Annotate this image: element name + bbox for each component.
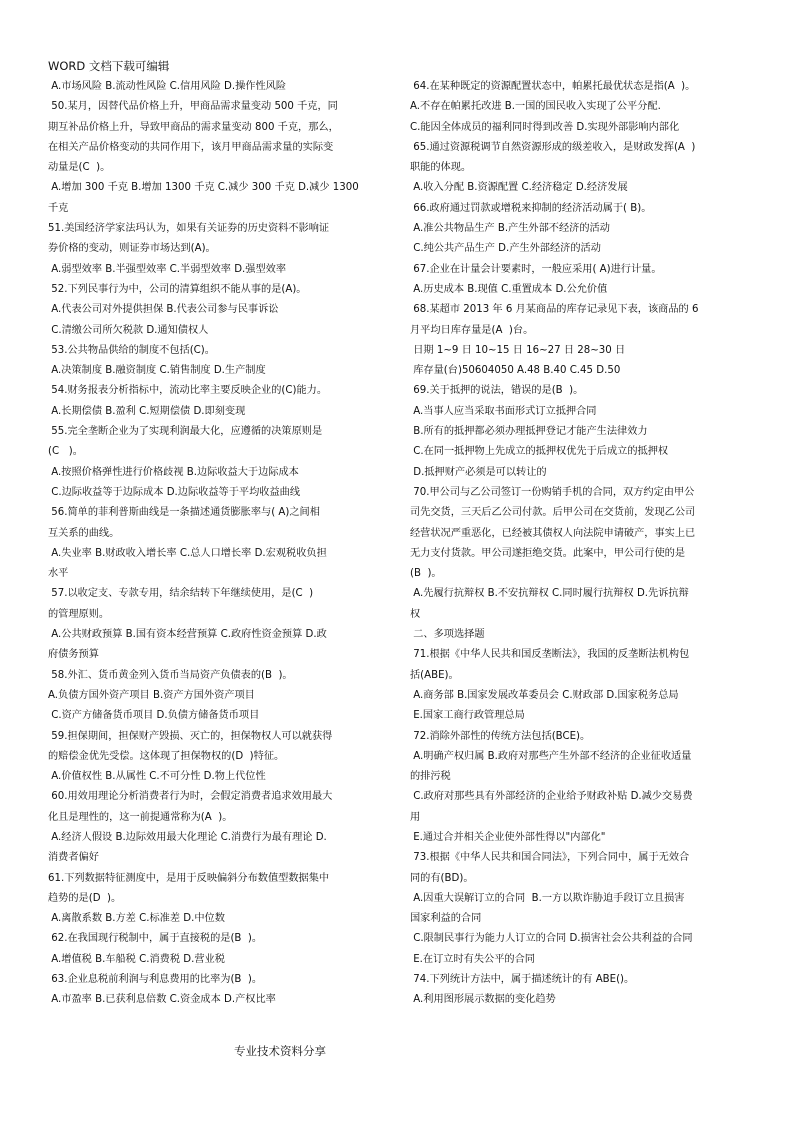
- text-line: 51.美国经济学家法玛认为，如果有关证券的历史资料不影响证: [48, 223, 330, 235]
- text-line: A.市场风险 B.流动性风险 C.信用风险 D.操作性风险: [48, 81, 287, 92]
- text-line: C.纯公共产品生产 D.产生外部经济的活动: [410, 243, 601, 255]
- text-line: A.弱型效率 B.半强型效率 C.半弱型效率 D.强型效率: [48, 263, 287, 275]
- text-line: A.代表公司对外提供担保 B.代表公司参与民事诉讼: [48, 304, 279, 316]
- text-line: 在相关产品价格变动的共同作用下，该月甲商品需求量的实际变: [48, 141, 334, 153]
- text-line: 58.外汇、货币黄金列入货币当局资产负债表的(B )。: [48, 669, 293, 681]
- text-line: A.明确产权归属 B.政府对那些产生外部不经济的企业征收适量: [410, 750, 692, 762]
- text-line: 50.某月，因替代品价格上升，甲商品需求量变动 500 千克，同: [48, 101, 338, 113]
- document-header: WORD 文档下载可编辑: [48, 59, 170, 73]
- text-line: A.负债方国外资产项目 B.资产方国外资产项目: [48, 689, 255, 701]
- text-line: A.市盈率 B.已获利息倍数 C.资金成本 D.产权比率: [48, 994, 276, 1006]
- text-line: A.增值税 B.车船税 C.消费税 D.营业税: [48, 953, 225, 965]
- text-line: 职能的体现。: [410, 162, 472, 174]
- text-line: A.利用图形展示数据的变化趋势: [410, 994, 556, 1006]
- text-line: 73.根据《中华人民共和国合同法》，下列合同中，属于无效合: [410, 852, 690, 864]
- text-line: 70.甲公司与乙公司签订一份购销手机的合同，双方约定由甲公: [410, 486, 695, 498]
- text-line: 52.下列民事行为中，公司的清算组织不能从事的是(A)。: [48, 283, 307, 295]
- text-line: 64.在某种既定的资源配置状态中，帕累托最优状态是指(A )。: [410, 81, 696, 92]
- text-line: 60.用效用理论分析消费者行为时，会假定消费者追求效用最大: [48, 791, 333, 803]
- text-line: 的管理原则。: [48, 608, 110, 620]
- text-line: 69.关于抵押的说法，错误的是(B )。: [410, 385, 584, 397]
- text-line: C.能因全体成员的福利同时得到改善 D.实现外部影响内部化: [410, 121, 680, 133]
- text-line: 动量是(C )。: [48, 162, 111, 174]
- text-line: 53.公共物品供给的制度不包括(C)。: [48, 344, 215, 356]
- text-line: A.先履行抗辩权 B.不安抗辩权 C.同时履行抗辩权 D.先诉抗辩: [410, 588, 689, 600]
- right-column: [410, 77, 746, 1011]
- text-line: C.边际收益等于边际成本 D.边际收益等于平均收益曲线: [48, 486, 301, 498]
- text-line: 61.下列数据特征测度中，是用于反映偏斜分布数值型数据集中: [48, 872, 330, 884]
- text-line: 府债务预算: [48, 649, 99, 661]
- text-line: 同的有(BD)。: [410, 872, 474, 884]
- text-line: 趋势的是(D )。: [48, 892, 122, 904]
- text-line: A.离散系数 B.方差 C.标准差 D.中位数: [48, 913, 225, 925]
- text-line: C.限制民事行为能力人订立的合同 D.损害社会公共利益的合同: [410, 933, 693, 945]
- text-line: A.按照价格弹性进行价格歧视 B.边际收益大于边际成本: [48, 466, 299, 478]
- text-line: 57.以收定支、专款专用，结余结转下年继续使用，是(C ): [48, 588, 314, 600]
- text-line: A.历史成本 B.现值 C.重置成本 D.公允价值: [410, 283, 608, 295]
- text-line: 59.担保期间，担保财产毁损、灭亡的，担保物权人可以就获得: [48, 730, 333, 742]
- text-line: C.资产方储备货币项目 D.负债方储备货币项目: [48, 710, 260, 722]
- text-line: 的赔偿金优先受偿。这体现了担保物权的(D )特征。: [48, 750, 285, 762]
- text-line: A.经济人假设 B.边际效用最大化理论 C.消费行为最有理论 D.: [48, 831, 327, 843]
- text-line: 消费者偏好: [48, 852, 99, 864]
- text-line: A.长期偿债 B.盈利 C.短期偿债 D.即刻变现: [48, 405, 246, 417]
- text-line: C.在同一抵押物上先成立的抵押权优先于后成立的抵押权: [410, 446, 669, 458]
- text-line: C.政府对那些具有外部经济的企业给予财政补贴 D.减少交易费: [410, 791, 693, 803]
- text-line: 司先交货，三天后乙公司付款。后甲公司在交货前，发现乙公司: [410, 507, 696, 519]
- text-line: A.因重大误解订立的合同 B.一方以欺诈胁迫手段订立且损害: [410, 892, 685, 904]
- text-line: 日期 1~9 日 10~15 日 16~27 日 28~30 日: [410, 344, 626, 356]
- text-line: 经营状况严重恶化，已经被其债权人向法院申请破产，事实上已: [410, 527, 696, 539]
- text-line: 72.消除外部性的传统方法包括(BCE)。: [410, 730, 591, 742]
- text-line: B.所有的抵押都必须办理抵押登记才能产生法律效力: [410, 426, 648, 438]
- text-line: 权: [410, 608, 421, 620]
- text-line: 括(ABE)。: [410, 669, 459, 681]
- text-line: 水平: [48, 568, 69, 580]
- text-line: A.准公共物品生产 B.产生外部不经济的活动: [410, 223, 610, 235]
- text-line: A.价值权性 B.从属性 C.不可分性 D.物上代位性: [48, 771, 266, 783]
- text-line: 的排污税: [410, 771, 451, 783]
- text-line: 62.在我国现行税制中，属于直接税的是(B )。: [48, 933, 263, 945]
- text-line: 71.根据《中华人民共和国反垄断法》，我国的反垄断法机构包: [410, 649, 690, 661]
- text-line: 74.下列统计方法中，属于描述统计的有 ABE()。: [410, 974, 635, 986]
- text-line: 券价格的变动，则证券市场达到(A)。: [48, 243, 216, 255]
- text-line: E.在订立时有失公平的合同: [410, 953, 535, 965]
- text-line: 二、多项选择题: [410, 629, 485, 641]
- text-line: 无力支付货款。甲公司遂拒绝交货。此案中，甲公司行使的是: [410, 547, 686, 559]
- text-line: 65.通过资源税调节自然资源形成的级差收入，是财政发挥(A ): [410, 141, 696, 153]
- text-line: C.清缴公司所欠税款 D.通知债权人: [48, 324, 209, 336]
- text-line: A.公共财政预算 B.国有资本经营预算 C.政府性资金预算 D.政: [48, 629, 327, 641]
- text-line: 54.财务报表分析指标中，流动比率主要反映企业的(C)能力。: [48, 385, 328, 397]
- text-line: A.不存在帕累托改进 B.一国的国民收入实现了公平分配.: [410, 101, 661, 113]
- text-line: A.决策制度 B.融资制度 C.销售制度 D.生产制度: [48, 365, 266, 377]
- text-line: 月平均日库存量是(A )台。: [410, 324, 534, 336]
- text-line: A.收入分配 B.资源配置 C.经济稳定 D.经济发展: [410, 182, 628, 194]
- text-line: A.商务部 B.国家发展改革委员会 C.财政部 D.国家税务总局: [410, 689, 679, 701]
- text-line: 国家利益的合同: [410, 913, 482, 925]
- text-line: E.通过合并相关企业使外部性得以"内部化": [410, 831, 606, 843]
- text-line: 互关系的曲线。: [48, 527, 120, 539]
- text-line: D.抵押财产必须是可以转让的: [410, 466, 547, 478]
- text-line: (B )。: [410, 568, 442, 580]
- text-line: (C )。: [48, 446, 83, 458]
- text-line: 化且是理性的，这一前提通常称为(A )。: [48, 811, 233, 823]
- text-line: 63.企业息税前利润与利息费用的比率为(B )。: [48, 974, 263, 986]
- text-line: 库存量(台)50604050 A.48 B.40 C.45 D.50: [410, 365, 621, 377]
- text-line: 66.政府通过罚款或增税来抑制的经济活动属于( B)。: [410, 202, 652, 214]
- text-line: A.失业率 B.财政收入增长率 C.总人口增长率 D.宏观税收负担: [48, 547, 327, 559]
- text-line: 68.某超市 2013 年 6 月某商品的库存记录见下表，该商品的 6: [410, 304, 699, 316]
- text-line: A.当事人应当采取书面形式订立抵押合同: [410, 405, 597, 417]
- document-footer: 专业技术资料分享: [234, 1044, 326, 1058]
- text-line: E.国家工商行政管理总局: [410, 710, 525, 722]
- text-line: 56.简单的菲利普斯曲线是一条描述通货膨胀率与( A)之间相: [48, 507, 320, 519]
- text-line: A.增加 300 千克 B.增加 1300 千克 C.减少 300 千克 D.减少 1300: [48, 182, 359, 194]
- left-column: [48, 77, 383, 1011]
- text-line: 期互补品价格上升，导致甲商品的需求量变动 800 千克，那么，: [48, 121, 339, 133]
- text-line: 55.完全垄断企业为了实现利润最大化，应遵循的决策原则是: [48, 426, 323, 438]
- text-line: 千克: [48, 202, 69, 214]
- text-line: 67.企业在计量会计要素时，一般应采用( A)进行计量。: [410, 263, 662, 275]
- text-line: 用: [410, 811, 421, 823]
